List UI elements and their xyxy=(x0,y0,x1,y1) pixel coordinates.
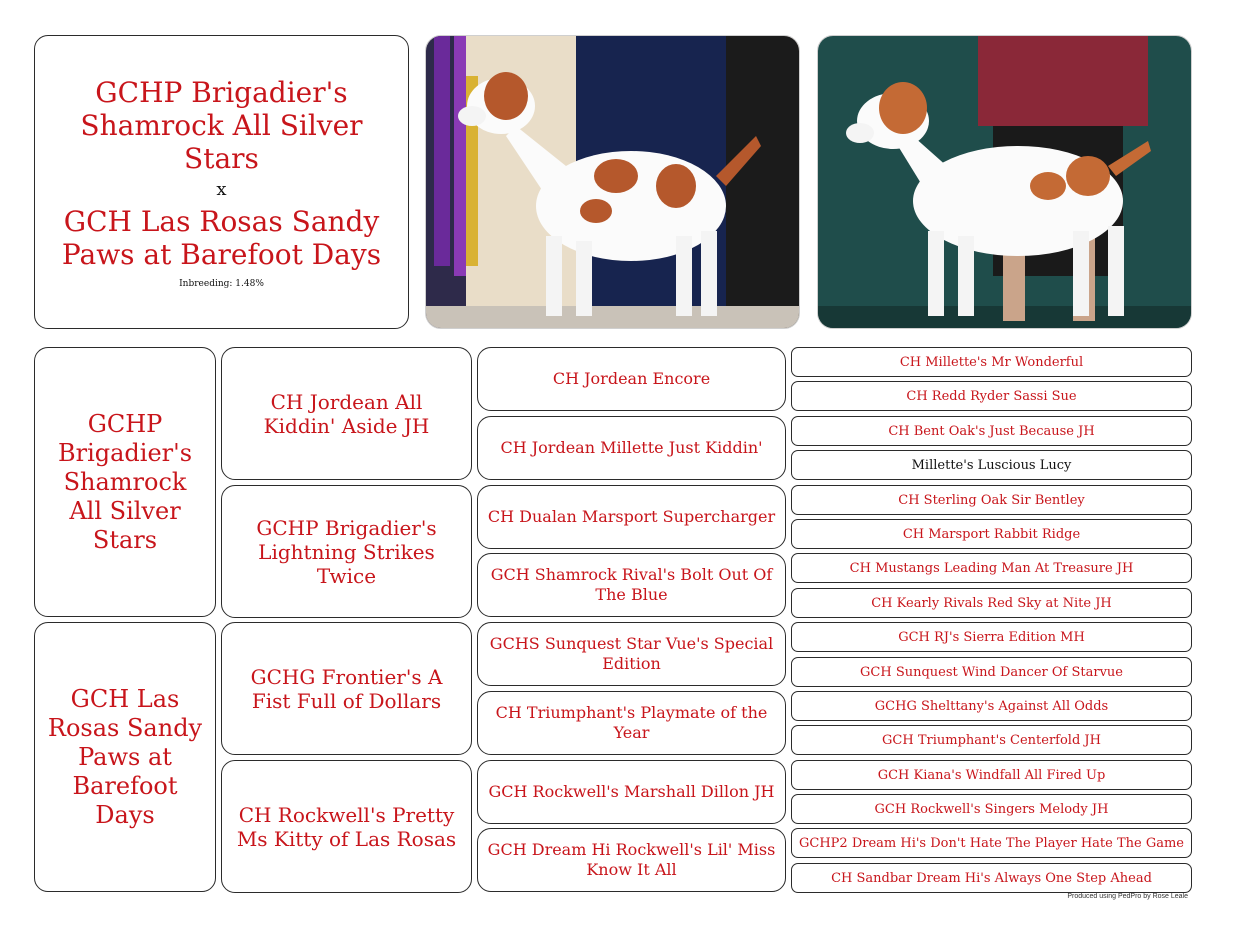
pedigree-gen4-entry: CH Kearly Rivals Red Sky at Nite JH xyxy=(791,588,1192,618)
pedigree-gen1-sire: GCHP Brigadier's Shamrock All Silver Stars xyxy=(34,347,216,617)
pedigree-gen3-entry: CH Dualan Marsport Supercharger xyxy=(477,485,786,549)
pedigree-gen4-entry: GCH Triumphant's Centerfold JH xyxy=(791,725,1192,755)
sire-photo xyxy=(425,35,800,329)
pedigree-gen4-entry: GCH Rockwell's Singers Melody JH xyxy=(791,794,1192,824)
pedigree-gen3-entry: GCH Dream Hi Rockwell's Lil' Miss Know It All xyxy=(477,828,786,892)
pedigree-gen3-entry: CH Jordean Millette Just Kiddin' xyxy=(477,416,786,480)
inbreeding-coefficient: Inbreeding: 1.48% xyxy=(179,278,264,289)
pedigree-gen4-entry: GCH Sunquest Wind Dancer Of Starvue xyxy=(791,657,1192,687)
pedigree-gen4-entry: Millette's Luscious Lucy xyxy=(791,450,1192,480)
pedigree-gen4-entry: CH Redd Ryder Sassi Sue xyxy=(791,381,1192,411)
pedigree-gen3-entry: GCH Rockwell's Marshall Dillon JH xyxy=(477,760,786,824)
pedigree-gen2-entry: GCHG Frontier's A Fist Full of Dollars xyxy=(221,622,472,755)
pedigree-gen4-entry: GCHP2 Dream Hi's Don't Hate The Player Hate The Game xyxy=(791,828,1192,858)
pedigree-gen3-entry: CH Triumphant's Playmate of the Year xyxy=(477,691,786,755)
title-card xyxy=(34,35,409,329)
pedigree-gen2-entry: GCHP Brigadier's Lightning Strikes Twice xyxy=(221,485,472,618)
pedigree-gen4-entry: GCH RJ's Sierra Edition MH xyxy=(791,622,1192,652)
pedigree-gen2-entry: CH Jordean All Kiddin' Aside JH xyxy=(221,347,472,480)
pedigree-gen4-entry: CH Sterling Oak Sir Bentley xyxy=(791,485,1192,515)
title-cross: x xyxy=(216,178,227,200)
pedigree-gen3-entry: GCH Shamrock Rival's Bolt Out Of The Blue xyxy=(477,553,786,617)
footer-credit: Produced using PedPro by Rose Leale xyxy=(1067,893,1188,900)
pedigree-gen3-entry: CH Jordean Encore xyxy=(477,347,786,411)
pedigree-gen4-entry: CH Millette's Mr Wonderful xyxy=(791,347,1192,377)
pedigree-gen4-entry: GCHG Shelttany's Against All Odds xyxy=(791,691,1192,721)
title-sire: GCHP Brigadier's Shamrock All Silver Stars xyxy=(80,75,363,175)
pedigree-gen4-entry: CH Bent Oak's Just Because JH xyxy=(791,416,1192,446)
title-dam: GCH Las Rosas Sandy Paws at Barefoot Days xyxy=(61,204,382,271)
pedigree-gen3-entry: GCHS Sunquest Star Vue's Special Edition xyxy=(477,622,786,686)
pedigree-gen4-entry: CH Sandbar Dream Hi's Always One Step Ahead xyxy=(791,863,1192,893)
pedigree-gen4-entry: CH Marsport Rabbit Ridge xyxy=(791,519,1192,549)
pedigree-gen4-entry: CH Mustangs Leading Man At Treasure JH xyxy=(791,553,1192,583)
pedigree-gen2-entry: CH Rockwell's Pretty Ms Kitty of Las Rosas xyxy=(221,760,472,893)
pedigree-gen1-dam: GCH Las Rosas Sandy Paws at Barefoot Days xyxy=(34,622,216,892)
dam-photo xyxy=(817,35,1192,329)
pedigree-gen4-entry: GCH Kiana's Windfall All Fired Up xyxy=(791,760,1192,790)
